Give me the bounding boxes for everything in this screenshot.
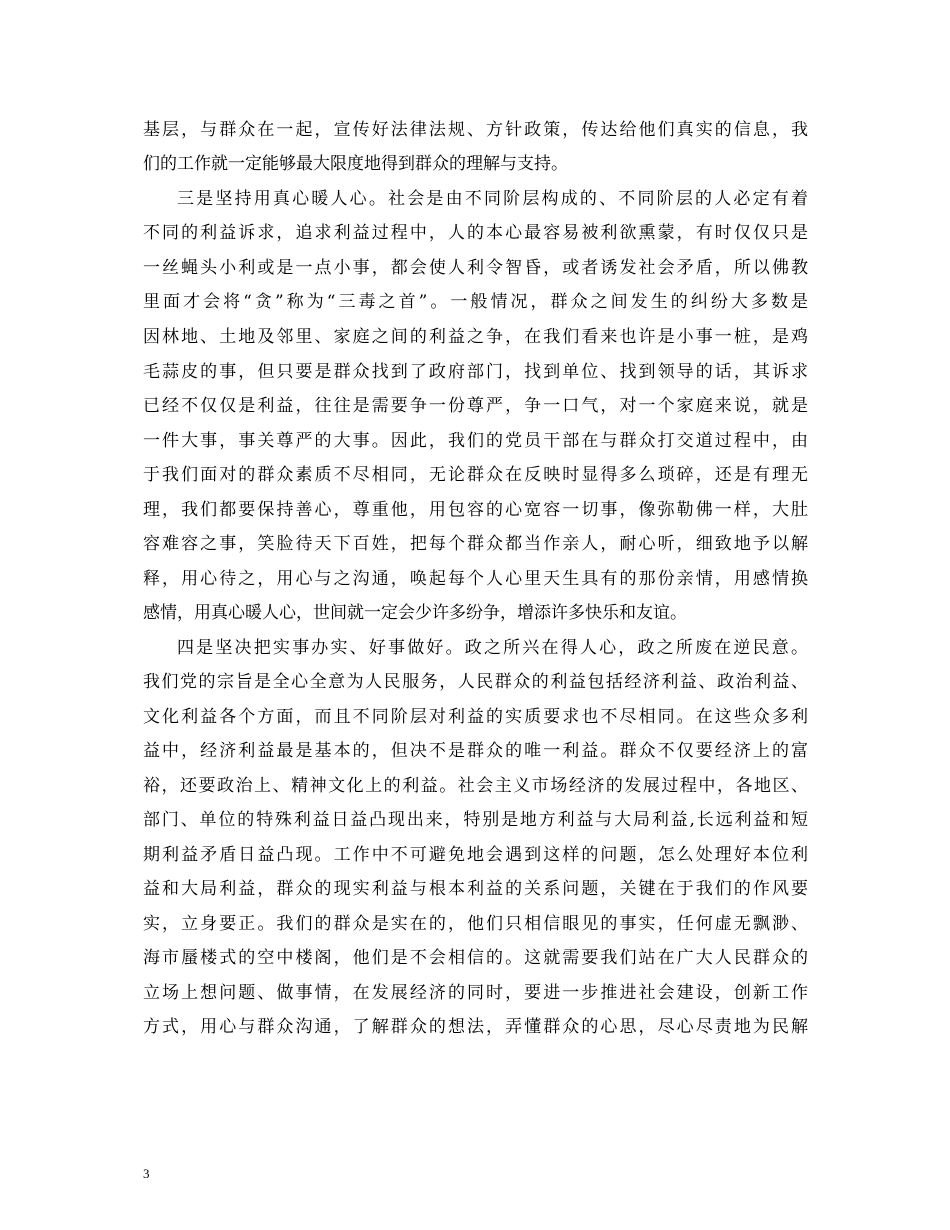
text-line: 毛蒜皮的事，但只要是群众找到了政府部门，找到单位、找到领导的话，其诉求 [143,362,808,382]
text-line: 四是坚决把实事办实、好事做好。政之所兴在得人心，政之所废在逆民意。 [177,638,808,658]
text-line: 文化利益各个方面，而且不同阶层对利益的实质要求也不尽相同。在这些众多利 [143,707,808,727]
text-line: 释，用心待之，用心与之沟通，唤起每个人心里天生具有的那份亲情，用感情换 [143,569,808,589]
text-line: 不同的利益诉求，追求利益过程中，人的本心最容易被利欲熏蒙，有时仅仅只是 [143,223,808,243]
text-line: 感情，用真心暖人心，世间就一定会少许多纷争，增添许多快乐和友谊。 [143,603,687,623]
page-number: 3 [143,1166,150,1181]
text-line: 方式，用心与群众沟通，了解群众的想法，弄懂群众的心思，尽心尽责地为民解 [143,1017,808,1037]
text-line: 实，立身要正。我们的群众是实在的，他们只相信眼见的事实，任何虚无飘渺、 [143,914,808,934]
text-line: 基层，与群众在一起，宣传好法律法规、方针政策，传达给他们真实的信息，我 [143,120,808,140]
text-line: 部门、单位的特殊利益日益凸现出来，特别是地方利益与大局利益,长远利益和短 [143,810,808,830]
text-line: 立场上想问题、做事情，在发展经济的同时，要进一步推进社会建设，创新工作 [143,983,808,1003]
text-line: 已经不仅仅是利益，往往是需要争一份尊严，争一口气，对一个家庭来说，就是 [143,396,808,416]
text-line: 益和大局利益，群众的现实利益与根本利益的关系问题，关键在于我们的作风要 [143,879,808,899]
text-line: 裕，还要政治上、精神文化上的利益。社会主义市场经济的发展过程中，各地区、 [143,776,808,796]
text-line: 于我们面对的群众素质不尽相同，无论群众在反映时显得多么琐碎，还是有理无 [143,465,808,485]
text-line: 容难容之事，笑脸待天下百姓，把每个群众都当作亲人，耐心听，细致地予以解 [143,534,808,554]
text-line: 三是坚持用真心暖人心。社会是由不同阶层构成的、不同阶层的人必定有着 [177,189,808,209]
text-line: 我们党的宗旨是全心全意为人民服务，人民群众的利益包括经济利益、政治利益、 [143,672,808,692]
text-line: 益中，经济利益最是基本的，但决不是群众的唯一利益。群众不仅要经济上的富 [143,741,808,761]
text-line: 们的工作就一定能够最大限度地得到群众的理解与支持。 [143,154,568,174]
text-line: 一丝蝇头小利或是一点小事，都会使人利令智昏，或者诱发社会矛盾，所以佛教 [143,258,808,278]
text-line: 一件大事，事关尊严的大事。因此，我们的党员干部在与群众打交道过程中，由 [143,431,808,451]
text-line: 理，我们都要保持善心，尊重他，用包容的心宽容一切事，像弥勒佛一样，大肚 [143,500,808,520]
text-line: 海市蜃楼式的空中楼阁，他们是不会相信的。这就需要我们站在广大人民群众的 [143,948,808,968]
text-line: 期利益矛盾日益凸现。工作中不可避免地会遇到这样的问题，怎么处理好本位利 [143,845,808,865]
text-line: 因林地、土地及邻里、家庭之间的利益之争，在我们看来也许是小事一桩，是鸡 [143,327,808,347]
text-line: 里面才会将“贪”称为“三毒之首”。一般情况，群众之间发生的纠纷大多数是 [143,292,808,312]
